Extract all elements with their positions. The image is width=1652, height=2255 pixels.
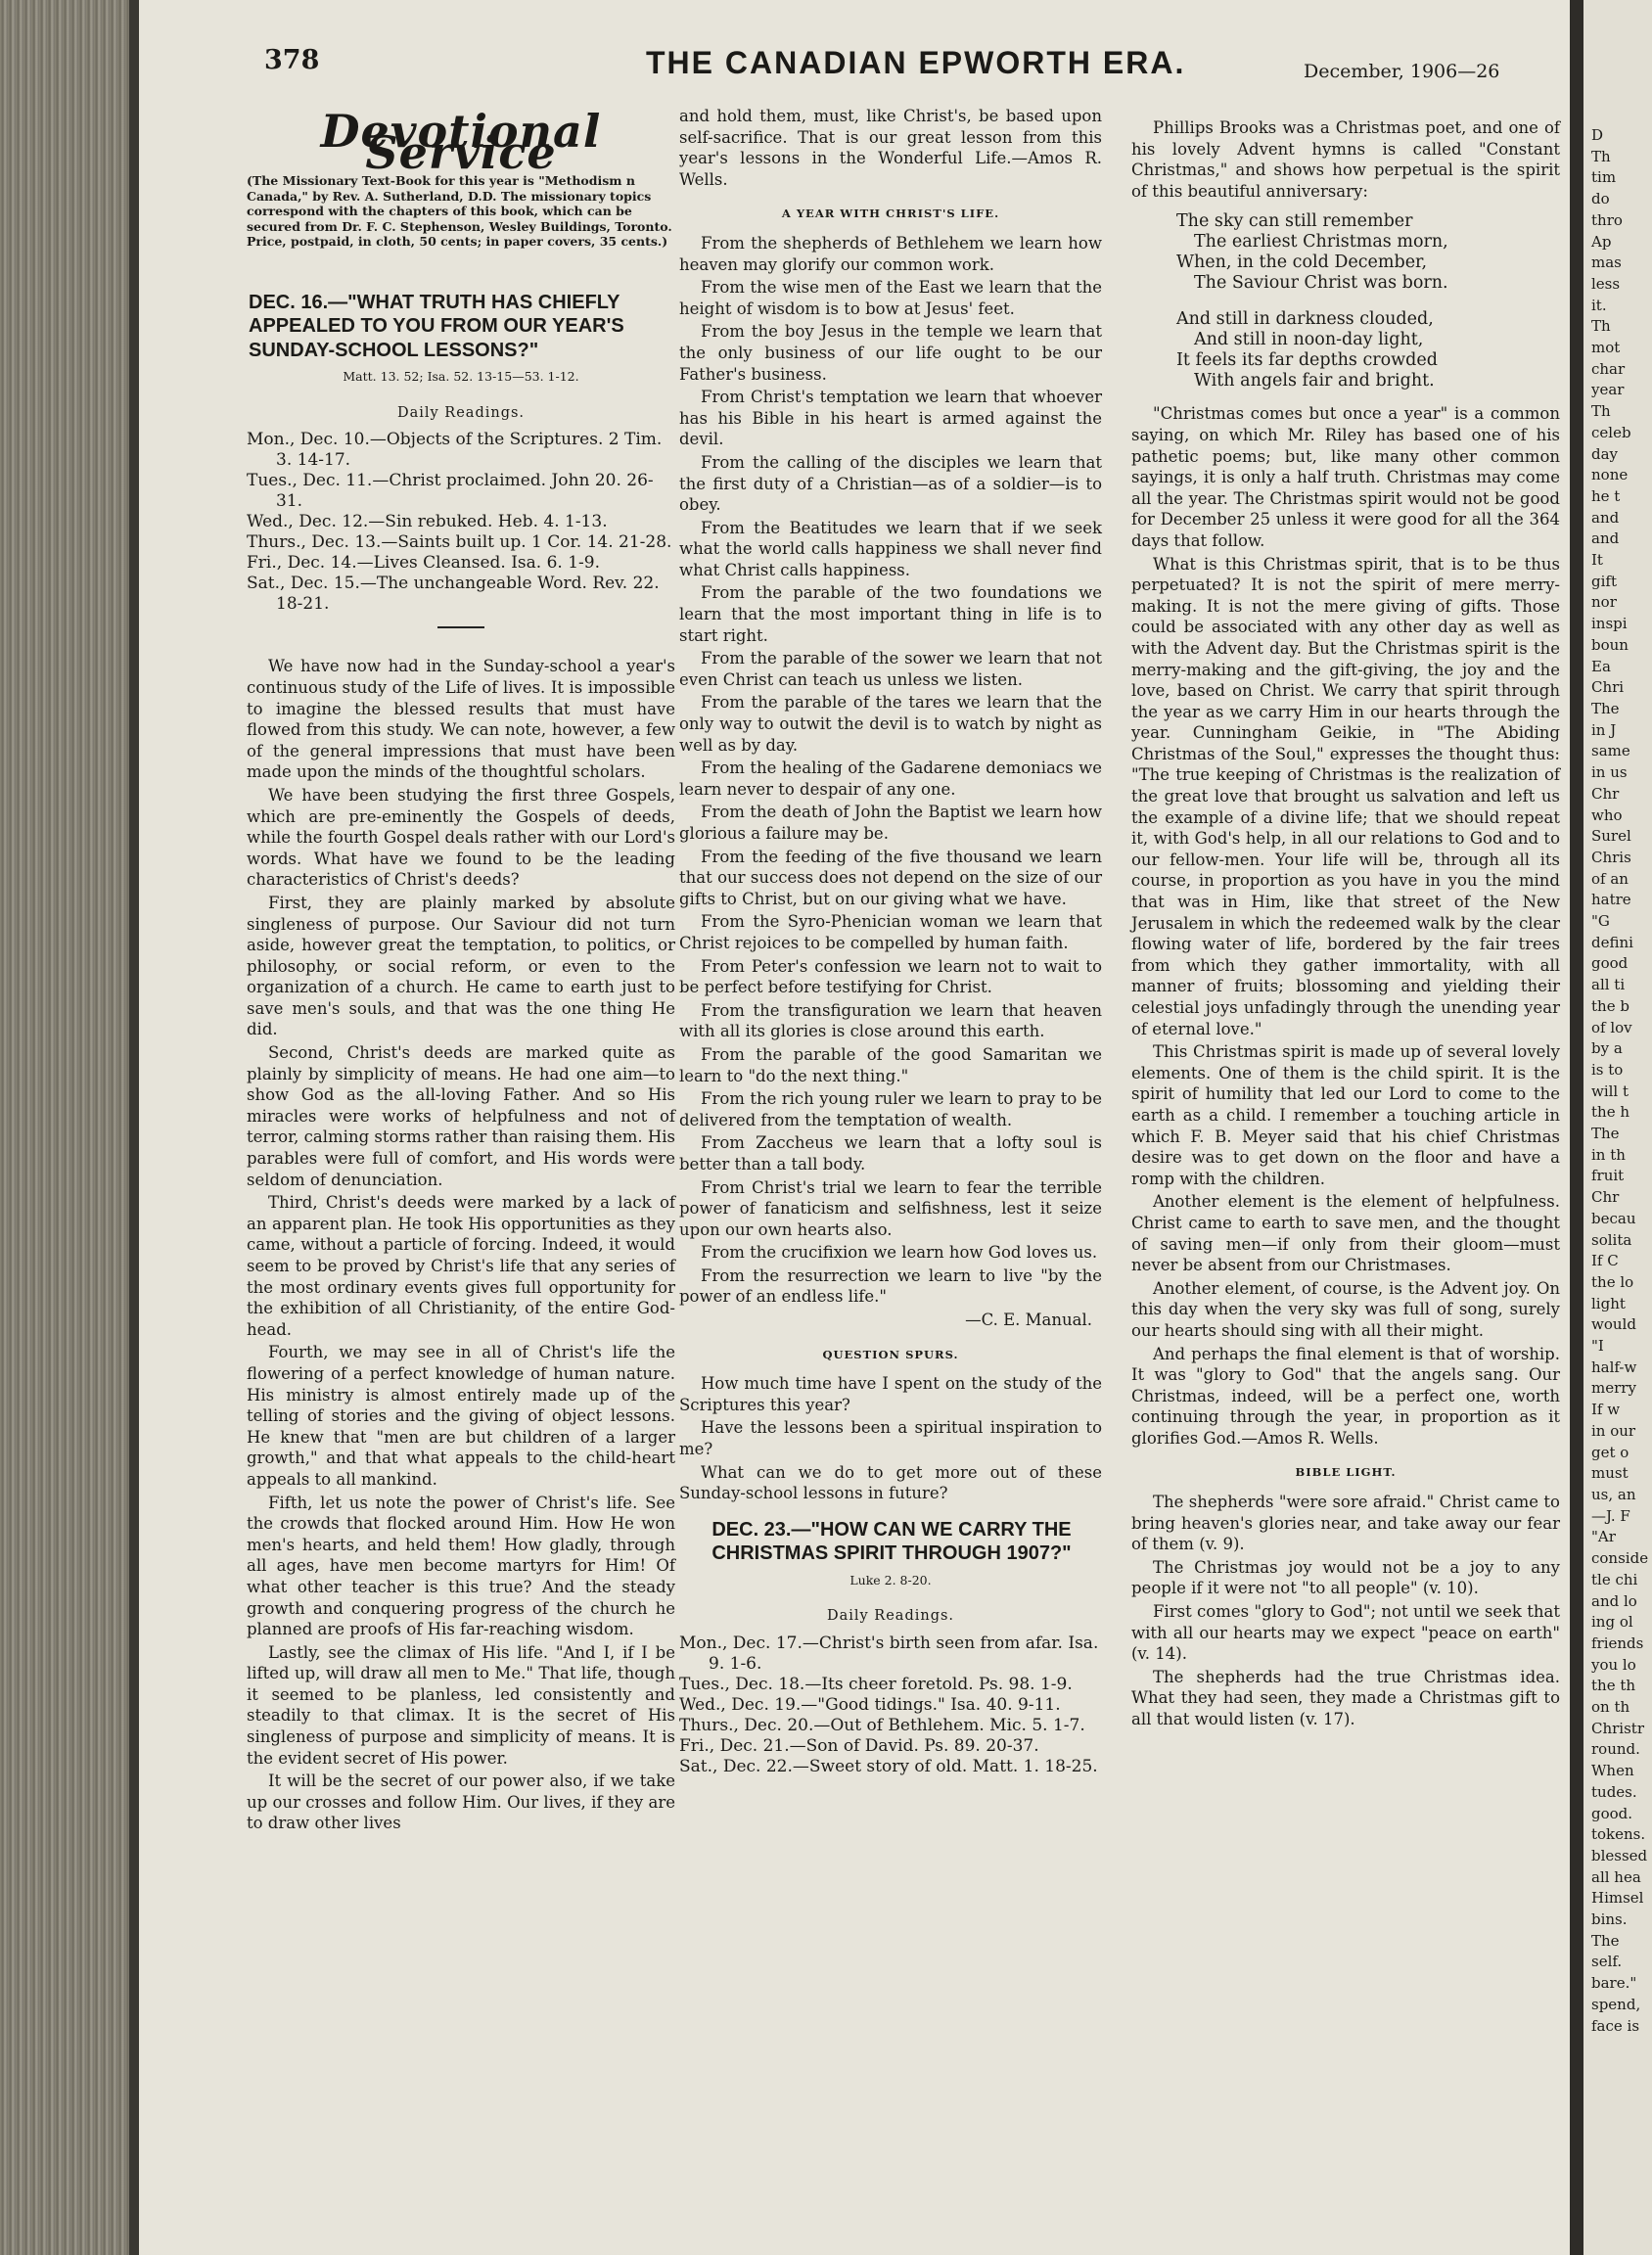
fragment-line: good: [1591, 954, 1629, 973]
fragment-line: self.: [1591, 1953, 1623, 1971]
facing-page-edge: [1583, 0, 1652, 2255]
column-2: [679, 106, 1102, 1777]
daily-readings: [247, 430, 675, 615]
fragment-line: good.: [1591, 1804, 1633, 1822]
fragment-line: all hea: [1591, 1867, 1641, 1886]
signature: —C. E. Manual.: [965, 1311, 1092, 1330]
paragraph: From the shepherds of Bethlehem we learn how heaven may glorify our common work.: [679, 233, 1102, 274]
column-3: [1131, 117, 1560, 1732]
fragment-line: and lo: [1591, 1591, 1637, 1610]
fragment-line: solita: [1591, 1230, 1632, 1249]
fragment-line: Ap: [1591, 232, 1612, 251]
section-banner: Devotional Service: [320, 105, 602, 179]
fragment-line: get o: [1591, 1443, 1629, 1461]
readings-heading: Daily Readings.: [826, 1608, 955, 1625]
paragraph: Fourth, we may see in all of Christ's life the flowering of a perfect knowledge of human nature. His ministry is almost entirely made up of the telling of stories and the giving of object lessons. He knew that "men are but children of a larger growth," and that what appeals to the child-heart appeals to all mankind.: [247, 1343, 675, 1489]
reading-item: Tues., Dec. 11.—Christ proclaimed. John 20. 26-31.: [247, 471, 654, 512]
reading-item: Mon., Dec. 17.—Christ's birth seen from afar. Isa. 9. 1-6.: [679, 1634, 1099, 1674]
fragment-line: us, an: [1591, 1486, 1636, 1503]
fragment-line: friends: [1591, 1634, 1644, 1652]
reading-item: Fri., Dec. 21.—Son of David. Ps. 89. 20-37.: [679, 1736, 1039, 1756]
paragraph: Phillips Brooks was a Christmas poet, and one of his lovely Advent hymns is called "Constant Christmas," and shows how perpetual is the spirit of this beautiful anniversary:: [1131, 118, 1560, 201]
fragment-line: tudes.: [1591, 1782, 1637, 1801]
fragment-line: The: [1591, 1125, 1620, 1143]
paragraph: From the parable of the two foundations we learn that the most important thing in life is to start right.: [679, 583, 1102, 645]
paragraph: From the parable of the tares we learn that the only way to outwit the devil is to watch by night as well as by day.: [679, 693, 1102, 755]
fragment-line: of lov: [1591, 1018, 1632, 1036]
paragraph: Have the lessons been a spiritual inspiration to me?: [679, 1418, 1102, 1459]
page-number: 378: [264, 45, 320, 75]
paragraph: Second, Christ's deeds are marked quite as plainly by simplicity of means. He had one aim—to show God as the all-loving Father. And so His miracles were works of helpfulness and not of terror, calming storms rather than raising them. His parables were full of comfort, and His words were seldom of denunciation.: [247, 1043, 675, 1189]
fragment-line: must: [1591, 1464, 1629, 1483]
stanza-break: [1176, 294, 1560, 309]
reading-item: Mon., Dec. 10.—Objects of the Scriptures. 2 Tim. 3. 14-17.: [247, 430, 663, 471]
binding-shadow: [129, 0, 139, 2255]
fragment-line: in th: [1591, 1145, 1626, 1164]
fragment-line: "G: [1591, 912, 1610, 931]
fragment-line: he t: [1591, 486, 1621, 505]
paragraph: Third, Christ's deeds were marked by a lack of an apparent plan. He took His opportunities as they came, without a particle of forcing. Indeed, it would seem to be proved by Christ's life that any series of the most ordinary events gives full opportunity for the exhibition of all Christianity, of the entire God-head.: [247, 1193, 675, 1339]
fragment-line: you lo: [1591, 1655, 1636, 1674]
fragment-line: in our: [1591, 1421, 1636, 1440]
fragment-line: bare.": [1591, 1974, 1637, 1993]
paragraph: From the death of John the Baptist we learn how glorious a failure may be.: [679, 803, 1102, 843]
fragment-line: The: [1591, 1931, 1620, 1950]
fragment-line: is to: [1591, 1060, 1624, 1079]
page-gutter: [1570, 0, 1583, 2255]
fragment-line: who: [1591, 805, 1623, 824]
paragraph: The Christmas joy would not be a joy to any people if it were not "to all people" (v. 10).: [1131, 1557, 1560, 1598]
fragment-line: of an: [1591, 869, 1629, 888]
fragment-line: it.: [1591, 296, 1607, 314]
section-heading: QUESTION SPURS.: [822, 1347, 959, 1361]
reading-item: Wed., Dec. 12.—Sin rebuked. Heb. 4. 1-13.: [247, 512, 608, 532]
paragraph: The shepherds "were sore afraid." Christ came to bring heaven's glories near, and take away our fear of them (v. 9).: [1131, 1493, 1560, 1554]
fragment-line: all ti: [1591, 976, 1626, 994]
fragment-line: light: [1591, 1294, 1626, 1312]
poem-line: And still in noon-day light,: [1194, 330, 1424, 350]
fragment-line: blessed: [1591, 1846, 1648, 1864]
fragment-line: Th: [1591, 147, 1611, 165]
fragment-line: nor: [1591, 593, 1617, 612]
paragraph: From Christ's trial we learn to fear the terrible power of fanaticism and selfishness, lest it seize upon our own hearts also.: [679, 1177, 1102, 1239]
fragment-line: gift: [1591, 572, 1617, 590]
fragment-line: mot: [1591, 339, 1621, 357]
reading-item: Sat., Dec. 22.—Sweet story of old. Matt. 1. 18-25.: [679, 1757, 1098, 1776]
column-1: [247, 105, 675, 1836]
fragment-line: year: [1591, 381, 1625, 399]
fragment-line: Chr: [1591, 784, 1620, 803]
fragment-line: Chr: [1591, 1188, 1620, 1207]
paragraph: Fifth, let us note the power of Christ's life. See the crowds that flocked around Him. How He won men's hearts, and held them! How gladly, through all ages, have men become martyrs for Him! Of what other teacher is this true? And the steady growth and conquering progress of the church he planned are proofs of His far-reaching wisdom.: [247, 1493, 675, 1639]
reading-item: Tues., Dec. 18.—Its cheer foretold. Ps. 98. 1-9.: [679, 1675, 1073, 1694]
fragment-line: will t: [1591, 1081, 1629, 1100]
section-heading: A YEAR WITH CHRIST'S LIFE.: [781, 207, 1000, 221]
paragraph: and hold them, must, like Christ's, be based upon self-sacrifice. That is our great lesson from this year's lessons in the Wonderful Life.—Amos R. Wells.: [679, 107, 1102, 189]
paragraph: From the transfiguration we learn that heaven with all its glories is close around this earth.: [679, 1000, 1102, 1041]
paragraph: Lastly, see the climax of His life. "And I, if I be lifted up, will draw all men to Me." That life, though it seemed to be planless, led consistently and steadily to that climax. It is the secret of His singleness of purpose and simplicity of means. It is the evident secret of His power.: [247, 1642, 675, 1768]
paragraph: First, they are plainly marked by absolute singleness of purpose. Our Saviour did not turn aside, however great the temptation, to politics, or philosophy, or social reform, or even to the organization of a church. He came to earth just to save men's souls, and that was the one thing He did.: [247, 893, 675, 1039]
divider-rule: [437, 626, 484, 628]
fragment-line: same: [1591, 742, 1630, 760]
paragraph: We have now had in the Sunday-school a year's continuous study of the Life of lives. It is impossible to imagine the blessed results that must have flowed from this study. We can note, however, a few of the general impressions that must have been made upon the minds of the thoughtful scholars.: [247, 657, 675, 782]
poem-line: When, in the cold December,: [1176, 253, 1428, 273]
textbook-note: (The Missionary Text-Book for this year is "Methodism n Canada," by Rev. A. Sutherland, D.D. The missionary topics correspond with the chapters of this book, which can be secured from Dr. F. C. Stephenson, Wesley Buildings, Toronto. Price, postpaid, in cloth, 50 cents; in paper covers, 35 cents.): [247, 173, 672, 250]
fragment-line: "I: [1591, 1337, 1604, 1356]
running-title: THE CANADIAN EPWORTH ERA.: [646, 45, 1186, 80]
fragment-line: tle chi: [1591, 1570, 1638, 1588]
reading-item: Thurs., Dec. 20.—Out of Bethlehem. Mic. 5. 1-7.: [679, 1716, 1085, 1735]
fragment-line: conside: [1591, 1549, 1649, 1568]
fragment-line: tokens.: [1591, 1825, 1646, 1844]
book-binding: [0, 0, 129, 2255]
poem-line: With angels fair and bright.: [1194, 371, 1435, 391]
fragment-line: boun: [1591, 635, 1629, 654]
topic-heading: DEC. 16.—"WHAT TRUTH HAS CHIEFLY APPEALED TO YOU FROM OUR YEAR'S SUNDAY-SCHOOL LESSONS?": [249, 291, 624, 361]
fragment-line: If w: [1591, 1401, 1621, 1419]
fragment-line: would: [1591, 1315, 1636, 1334]
fragment-line: D: [1591, 126, 1604, 144]
fragment-line: char: [1591, 359, 1626, 378]
paragraph: From Peter's confession we learn not to wait to be perfect before testifying for Christ.: [679, 956, 1102, 997]
paragraph: Another element, of course, is the Advent joy. On this day when the very sky was full of song, surely our hearts should sing with all their might.: [1131, 1278, 1560, 1340]
paragraph: From the healing of the Gadarene demoniacs we learn never to despair of any one.: [679, 759, 1102, 799]
fragment-line: fruit: [1591, 1167, 1625, 1185]
poem-line: It feels its far depths crowded: [1176, 350, 1438, 371]
paragraph: "Christmas comes but once a year" is a common saying, on which Mr. Riley has based one of his pathetic poems; but, like many other common sayings, it is only a half truth. Christmas may come all the year. The Christmas spirit would not be good for December 25 unless it were good for all the 364 days that follow.: [1131, 404, 1560, 550]
paragraph: From the feeding of the five thousand we learn that our success does not depend on the size of our gifts to Christ, but on our giving what we have.: [679, 847, 1102, 908]
fragment-line: and: [1591, 529, 1620, 548]
fragment-line: day: [1591, 444, 1619, 463]
fragment-line: Th: [1591, 402, 1611, 421]
fragment-line: ing ol: [1591, 1613, 1633, 1632]
scripture-reference: Luke 2. 8-20.: [849, 1572, 932, 1588]
paragraph: From the resurrection we learn to live "by the power of an endless life.": [679, 1266, 1102, 1307]
paragraph: From the parable of the sower we learn that not even Christ can teach us unless we listen.: [679, 649, 1102, 689]
fragment-line: When: [1591, 1762, 1634, 1780]
fragment-line: thro: [1591, 210, 1623, 229]
poem-line: The earliest Christmas morn,: [1194, 232, 1448, 253]
fragment-line: becau: [1591, 1209, 1636, 1227]
paragraph: From the Syro-Phenician woman we learn that Christ rejoices to be compelled by human faith.: [679, 912, 1102, 952]
fragment-line: less: [1591, 274, 1621, 293]
fragment-line: in J: [1591, 720, 1617, 739]
fragment-line: and: [1591, 508, 1620, 527]
fragment-line: none: [1591, 466, 1629, 484]
fragment-line: Surel: [1591, 827, 1631, 846]
fragment-line: merry: [1591, 1379, 1636, 1398]
paragraph: Another element is the element of helpfulness. Christ came to earth to save men, and the thought of saving men—if only from their gloom—must never be absent from our Christmases.: [1131, 1192, 1560, 1275]
facing-page-text: [1583, 0, 1652, 2037]
paragraph: From the calling of the disciples we learn that the first duty of a Christian—as of a soldier—is to obey.: [679, 452, 1102, 515]
fragment-line: "Ar: [1591, 1528, 1616, 1546]
paragraph: From the parable of the good Samaritan we learn to "do the next thing.": [679, 1044, 1102, 1085]
poem-line: The sky can still remember: [1176, 211, 1413, 232]
paragraph: From the wise men of the East we learn that the height of wisdom is to bow at Jesus' feet.: [679, 278, 1102, 318]
fragment-line: Chris: [1591, 848, 1631, 866]
fragment-line: mas: [1591, 253, 1622, 272]
reading-item: Sat., Dec. 15.—The unchangeable Word. Rev. 22. 18-21.: [247, 574, 660, 615]
paragraph: What is this Christmas spirit, that is to be thus perpetuated? It is not the spirit of mere merry-making. It is not the mere giving of gifts. Those could be associated with any other day as well as with the Advent day. But the Christmas spirit is the merry-making and the gift-giving, the joy and the love, based on Christ. We carry that spirit through the year as we carry Him in our hearts through the year. Cunningham Geikie, in "The Abiding Christmas of the Soul," expresses the thought thus: "The true keeping of Christmas is the realization of the great love that brought us salvation and left us the example of a divine life; that we should repeat it, with God's help, in all our relations to God and to our fellow-men. Your life will be, through all its course, in proportion as you have in you the mind that was in Him, like that street of the New Jerusalem in which the redeemed walk by the clear flowing water of life, bordered by the fair trees from which they gather immortality, with all manner of fruits; blossoming and yielding their celestial joys unfadingly through the unending year of eternal love.": [1131, 554, 1560, 1038]
paragraph: From Christ's temptation we learn that whoever has his Bible in his heart is armed against the devil.: [679, 388, 1102, 449]
fragment-line: If C: [1591, 1252, 1619, 1270]
fragment-line: —J. F: [1591, 1506, 1630, 1525]
topic-heading: DEC. 23.—"HOW CAN WE CARRY THE CHRISTMAS SPIRIT THROUGH 1907?": [711, 1518, 1072, 1565]
paragraph: From Zaccheus we learn that a lofty soul is better than a tall body.: [679, 1133, 1102, 1174]
fragment-line: face is: [1591, 2016, 1640, 2035]
fragment-line: the b: [1591, 996, 1629, 1015]
paragraph: And perhaps the final element is that of worship. It was "glory to God" that the angels sang. Our Christmas, indeed, will be a perfect one, worth continuing through the year, in proportion as it glorifies God.—Amos R. Wells.: [1131, 1344, 1560, 1448]
fragment-line: defini: [1591, 933, 1633, 951]
paragraph: From the rich young ruler we learn to pray to be delivered from the temptation of wealth.: [679, 1089, 1102, 1129]
fragment-line: round.: [1591, 1740, 1640, 1759]
reading-item: Fri., Dec. 14.—Lives Cleansed. Isa. 6. 1-9.: [247, 553, 600, 574]
paragraph: First comes "glory to God"; not until we seek that with all our hearts may we expect "peace on earth" (v. 14).: [1131, 1602, 1560, 1664]
fragment-line: Christr: [1591, 1719, 1645, 1737]
reading-item: Thurs., Dec. 13.—Saints built up. 1 Cor. 14. 21-28.: [247, 532, 672, 553]
fragment-line: on th: [1591, 1698, 1630, 1717]
reading-item: Wed., Dec. 19.—"Good tidings." Isa. 40. 9-11.: [679, 1695, 1061, 1715]
readings-heading: Daily Readings.: [396, 404, 526, 421]
daily-readings: [679, 1634, 1102, 1777]
fragment-line: The: [1591, 699, 1620, 717]
fragment-line: Chri: [1591, 678, 1625, 697]
fragment-line: spend,: [1591, 1995, 1641, 2013]
fragment-line: inspi: [1591, 615, 1628, 633]
paragraph: From the boy Jesus in the temple we learn that the only business of our life ought to be our Father's business.: [679, 322, 1102, 384]
fragment-line: in us: [1591, 763, 1628, 782]
paragraph: How much time have I spent on the study of the Scriptures this year?: [679, 1374, 1102, 1414]
fragment-line: Ea: [1591, 657, 1611, 675]
fragment-line: the th: [1591, 1677, 1636, 1695]
paragraph: From the Beatitudes we learn that if we seek what the world calls happiness we shall never find what Christ calls happiness.: [679, 518, 1102, 579]
section-heading: BIBLE LIGHT.: [1295, 1465, 1397, 1480]
fragment-line: the lo: [1591, 1272, 1634, 1291]
issue-date: December, 1906—26: [1304, 61, 1500, 82]
fragment-line: tim: [1591, 168, 1617, 187]
fragment-line: by a: [1591, 1039, 1623, 1058]
fragment-line: half-w: [1591, 1358, 1637, 1376]
fragment-line: celeb: [1591, 423, 1631, 441]
poem-line: The Saviour Christ was born.: [1194, 273, 1448, 294]
paragraph: From the crucifixion we learn how God loves us.: [701, 1243, 1098, 1263]
paragraph: This Christmas spirit is made up of several lovely elements. One of them is the child spirit. It is the spirit of humility that led our Lord to come to the earth as a child. I remember a touching article in which F. B. Meyer said that his chief Christmas desire was to get down on the floor and have a romp with the children.: [1131, 1042, 1560, 1188]
paragraph: What can we do to get more out of these Sunday-school lessons in future?: [679, 1462, 1102, 1503]
scripture-reference: Matt. 13. 52; Isa. 52. 13-15—53. 1-12.: [343, 369, 579, 385]
fragment-line: do: [1591, 190, 1610, 208]
fragment-line: It: [1591, 551, 1603, 570]
paragraph: We have been studying the first three Gospels, which are pre-eminently the Gospels of deeds, while the fourth Gospel deals rather with our Lord's words. What have we found to be the leading characteristics of Christ's deeds?: [247, 785, 675, 890]
fragment-line: bins.: [1591, 1910, 1628, 1929]
paragraph: The shepherds had the true Christmas idea. What they had seen, they made a Christmas gift to all that would listen (v. 17).: [1131, 1667, 1560, 1728]
fragment-line: the h: [1591, 1103, 1629, 1122]
fragment-line: hatre: [1591, 891, 1631, 909]
poem: [1176, 211, 1560, 391]
paragraph: It will be the secret of our power also, if we take up our crosses and follow Him. Our lives, if they are to draw other lives: [247, 1772, 675, 1833]
fragment-line: Himsel: [1591, 1889, 1644, 1908]
fragment-line: Th: [1591, 317, 1611, 336]
poem-line: And still in darkness clouded,: [1176, 309, 1434, 330]
page: [139, 0, 1570, 2255]
